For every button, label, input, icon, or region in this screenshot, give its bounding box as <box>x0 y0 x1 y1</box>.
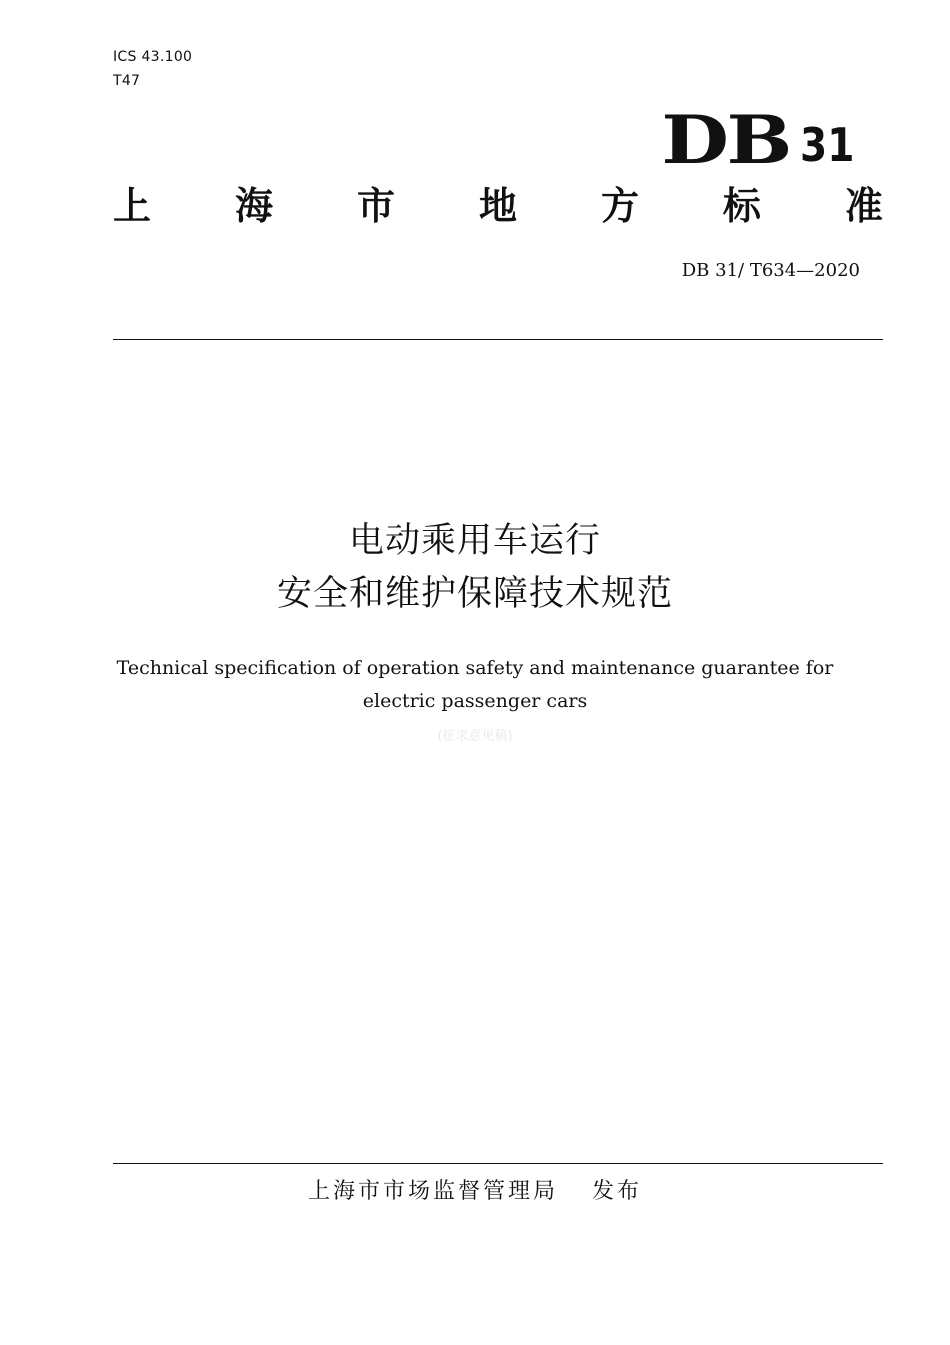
classification-codes <box>113 48 192 96</box>
db-mark-number: 31 <box>799 118 855 172</box>
top-divider <box>113 339 883 340</box>
bottom-divider <box>113 1163 883 1164</box>
standard-type-heading <box>113 183 883 229</box>
standard-type-char: 市 <box>356 184 395 228</box>
publisher-line <box>0 1176 950 1208</box>
standard-type-char: 地 <box>478 184 517 228</box>
title-en: Technical specification of operation safety and maintenance guarantee for electric passenger cars <box>116 657 834 712</box>
title-cn-line2: 安全和维护保障技术规范 <box>276 574 673 614</box>
title-cn-line1: 电动乘用车运行 <box>348 521 601 561</box>
ics-code: ICS 43.100 <box>113 49 193 65</box>
db-mark-letters: DB <box>661 101 790 179</box>
publish-action: 发布 <box>592 1179 643 1204</box>
draft-note: (征求意见稿) <box>437 729 513 744</box>
standard-type-char: 准 <box>844 184 883 228</box>
ccs-code: T47 <box>113 73 141 89</box>
standard-number: DB 31/ T634—2020 <box>681 260 860 281</box>
standard-type-char: 标 <box>722 184 761 228</box>
db31-mark <box>661 101 864 179</box>
standard-type-char: 方 <box>600 184 639 228</box>
publisher-name: 上海市市场监督管理局 <box>307 1179 558 1204</box>
standard-type-char: 上 <box>113 184 152 228</box>
standard-type-char: 海 <box>234 184 273 228</box>
